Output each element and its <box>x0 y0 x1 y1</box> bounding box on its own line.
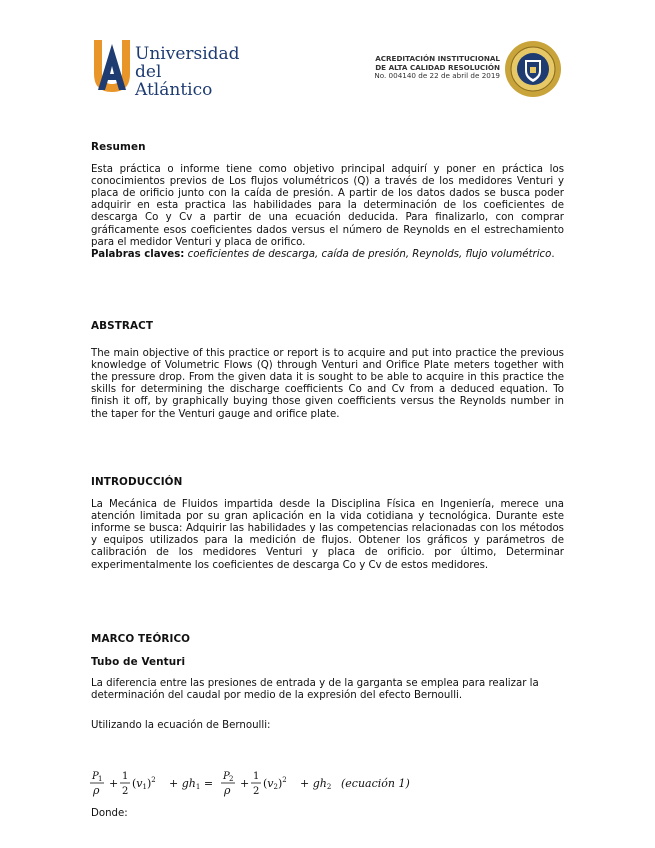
keywords-line: Palabras claves: coeficientes de descarga, caída de presión, Reynolds, flujo volumétrico. <box>91 248 555 260</box>
resumen-heading: Resumen <box>91 141 146 153</box>
svg-text:+: + <box>240 777 250 790</box>
bernoulli-intro: Utilizando la ecuación de Bernoulli: <box>91 720 271 732</box>
donde-label: Donde: <box>91 808 128 819</box>
resumen-section <box>91 141 564 261</box>
keywords-value: coeficientes de descarga, caída de presión, Reynolds, flujo volumétrico <box>187 248 552 260</box>
university-logo <box>92 38 242 100</box>
abstract-section <box>91 320 564 421</box>
svg-text:2: 2 <box>122 786 129 797</box>
svg-text:P: P <box>223 771 230 782</box>
svg-text:+ gh1 =: + gh1 = <box>169 777 214 791</box>
svg-text:ρ: ρ <box>224 784 231 797</box>
keywords-label: Palabras claves: <box>91 248 185 260</box>
introduccion-text: La Mecánica de Fluidos impartida desde la Disciplina Física en Ingeniería, merece una atención limitada por su gran aplicación en la vida cotidiana y tecnológica. Durante este informe se busca: Adquirir las habilidades y las competencias relacionadas con los métodos y equipos utilizados para la medición de flujos. Obtener los gráficos y parámetros de calibración de los medidores Venturi y placa de orificio. por último, Determinar experimentalmente los coeficientes de descarga Co y Cv de estos medidores. <box>91 499 564 571</box>
introduccion-heading: INTRODUCCIÓN <box>91 476 183 488</box>
tubo-venturi-heading: Tubo de Venturi <box>91 656 186 669</box>
accreditation-resolution: No. 004140 de 22 de abril de 2019 <box>374 71 500 80</box>
accreditation-seal-icon <box>504 40 562 98</box>
marco-teorico-section <box>91 633 564 732</box>
university-name: Universidad del Atlántico <box>135 44 240 100</box>
accreditation-line-1: ACREDITACIÓN INSTITUCIONAL <box>375 54 500 63</box>
venturi-paragraph: La diferencia entre las presiones de entrada y de la garganta se emplea para realizar la determinación del caudal por medio de la expresión del efecto Bernoulli. <box>91 678 539 702</box>
svg-text:+: + <box>109 777 119 790</box>
svg-text:+ gh2: + gh2 <box>300 777 332 791</box>
resumen-text: Esta práctica o informe tiene como objetivo principal adquirí y poner en práctica los conocimientos previos de Los flujos volumétricos (Q) a través de los medidores Venturi y placa de orificio junto con la caída de presión. A partir de los datos dados se busca poder adquirir en esta practica las habilidades para la determinación de los coeficientes de descarga Co y Cv a partir de una ecuación deducida. Para finalizarlo, con comprar gráficamente esos coeficientes dados versus el número de Reynolds en el estrechamiento para el medidor Venturi y placa de orifico. <box>91 164 564 248</box>
svg-text:(v1)2: $(v1)^2$ <box>132 776 156 791</box>
svg-text:1: 1 <box>98 775 103 783</box>
svg-text:P: P <box>92 771 99 782</box>
svg-text:2: 2 <box>229 775 234 783</box>
svg-text:2: 2 <box>253 786 260 797</box>
svg-text:ρ: ρ <box>93 784 100 797</box>
accreditation-line-2: DE ALTA CALIDAD RESOLUCIÓN <box>375 62 500 72</box>
svg-text:1: 1 <box>253 771 260 782</box>
accreditation-text <box>374 55 500 81</box>
introduccion-section <box>91 476 564 572</box>
marco-teorico-heading: MARCO TEÓRICO <box>91 633 191 645</box>
svg-text:(v2)2: $(v2)^2$ <box>263 776 287 791</box>
university-emblem-icon <box>92 38 132 94</box>
abstract-heading: ABSTRACT <box>91 320 154 332</box>
svg-text:1: 1 <box>122 771 129 782</box>
equation-label: (ecuación 1) <box>341 777 410 790</box>
bernoulli-equation <box>89 768 429 798</box>
abstract-text: The main objective of this practice or report is to acquire and put into practice the previous knowledge of Volumetric Flows (Q) through Venturi and Orifice Plate meters together with the pressure drop. From the given data it is sought to be able to acquire in this practice the skills for determining the discharge coefficients Co and Cv from a deduced equation. To finish it off, by graphically buying those given coefficients versus the Reynolds number in the taper for the Venturi gauge and orifice plate. <box>91 348 564 420</box>
